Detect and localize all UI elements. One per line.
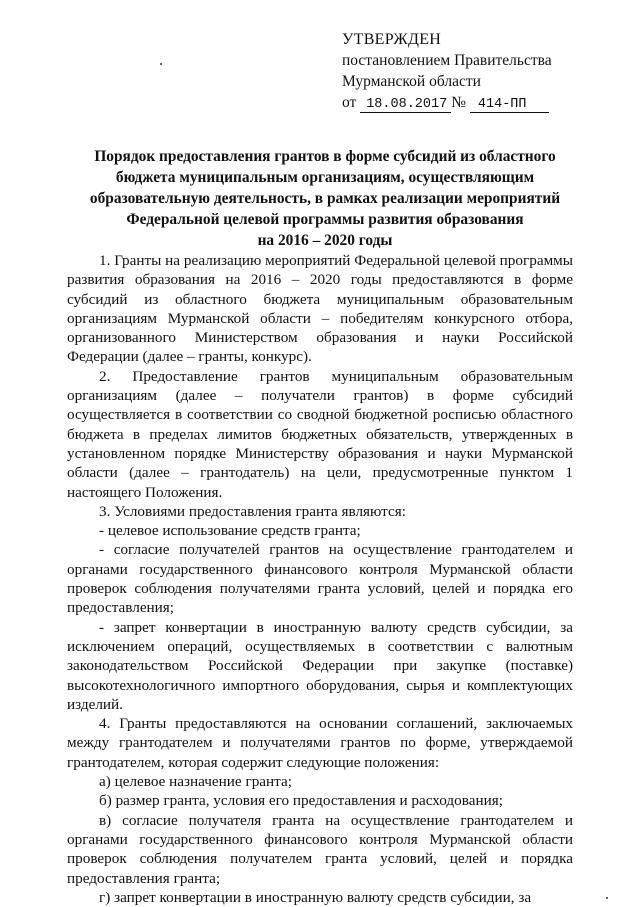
scan-speck	[606, 897, 608, 899]
paragraph: - согласие получателей грантов на осуществление грантодателем и органами государственного финансового контроля Мурманской области проверок соблюдения получателями гранта условий, целей и порядка его предоставления;	[67, 541, 573, 617]
paragraph: - целевое использование средств гранта;	[99, 522, 361, 540]
paragraph: 1. Гранты на реализацию мероприятий Федеральной целевой программы развития образования на 2016 – 2020 годы предоставляются в форме субсидий из областного бюджета муниципальным образовательным организациям Мурманской области – победителям конкурсного отбора, организованного Министерством образования и науки Российской Федерации (далее – гранты, конкурс).	[67, 252, 573, 366]
approval-heading: УТВЕРЖДЕН	[342, 31, 442, 48]
scan-speck	[160, 63, 162, 65]
paragraph: 2. Предоставление грантов муниципальным образовательным организациям (далее – получатели грантов) в форме субсидий осуществляется в соответствии со сводной бюджетной росписью областного бюджета в пределах лимитов бюджетных обязательств, утвержденных в установленном порядке Министерству образования и науки Мурманской области (далее – грантодатель) на цели, предусмотренные пунктом 1 настоящего Положения.	[67, 367, 573, 501]
document-body	[67, 251, 573, 907]
approval-date-line	[342, 92, 582, 115]
approval-date: 18.08.2017	[360, 97, 451, 113]
title-line: образовательную деятельность, в рамках реализации мероприятий	[89, 190, 561, 207]
title-line: Порядок предоставления грантов в форме субсидий из областного	[94, 148, 556, 165]
title-line: Федеральной целевой программы развития образования	[126, 211, 524, 228]
paragraph: в) согласие получателя гранта на осуществление грантодателем и органами государственного финансового контроля Мурманской области проверок соблюдения получателем гранта условий, целей и порядка предоставления гранта;	[67, 811, 573, 887]
paragraph: 3. Условиями предоставления гранта являются:	[99, 502, 406, 520]
number-sign: №	[451, 94, 467, 111]
approval-number: 414-ПП	[470, 97, 549, 113]
paragraph: - запрет конвертации в иностранную валюту средств субсидии, за исключением операций, осуществляемых в соответствии с валютным законодательством Российской Федерации при закупке (поставке) высокотехнологичного импортного оборудования, сырья и комплектующих изделий.	[67, 618, 573, 713]
paragraph: 4. Гранты предоставляются на основании соглашений, заключаемых между грантодателем и получателями грантов по форме, утверждаемой грантодателем, которая содержит следующие положения:	[67, 715, 573, 771]
approval-stamp	[342, 29, 582, 115]
approval-line: постановлением Правительства	[342, 52, 552, 69]
paragraph: б) размер гранта, условия его предоставления и расходования;	[99, 792, 503, 810]
document-title	[60, 146, 590, 251]
approval-line: Мурманской области	[342, 73, 481, 90]
title-line: на 2016 – 2020 годы	[257, 232, 393, 249]
paragraph: а) целевое назначение гранта;	[99, 773, 292, 791]
date-prefix: от	[342, 94, 357, 111]
title-line: бюджета муниципальным организациям, осуществляющим	[115, 169, 535, 186]
paragraph: г) запрет конвертации в иностранную валюту средств субсидии, за	[99, 888, 532, 906]
